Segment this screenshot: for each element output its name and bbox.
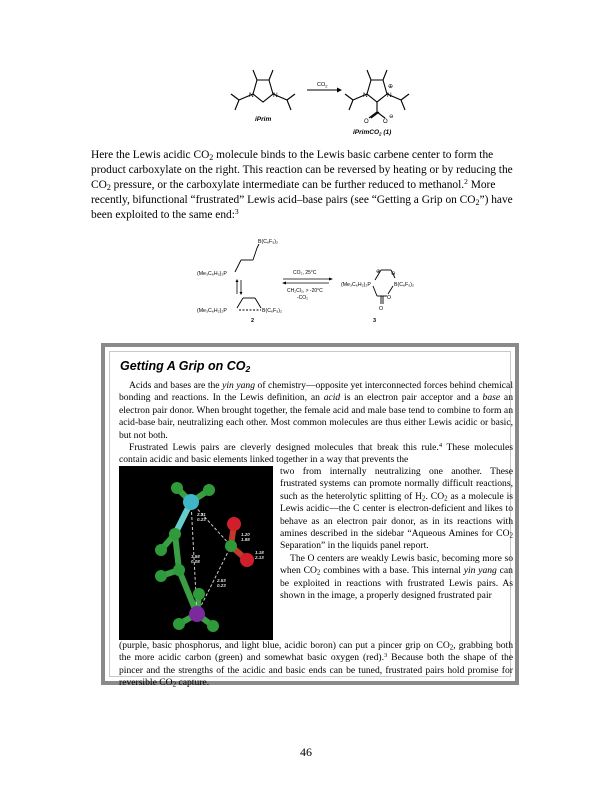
distance-label-1b: 0.23 (197, 517, 206, 522)
product-phosphonium-group: (Me₃C₆H₂)₂P (341, 282, 371, 288)
distance-label-5b: 0.23 (217, 583, 226, 588)
reaction-scheme-frustrated-pair (195, 226, 420, 326)
sidebar-paragraph-2: Frustrated Lewis pairs are cleverly designed molecules that break this rule.$^4$ These molecules contain acidic and basic elements linked together in a way that prevents the (119, 442, 513, 466)
nitrogen-label-product-right: N (387, 92, 392, 99)
minus-charge-icon-2: ⊖ (391, 271, 396, 277)
compound-label-3: 3 (373, 318, 377, 324)
condition-reverse-2: -CO₂ (297, 295, 309, 301)
phosphorus-atom (189, 606, 205, 622)
condition-forward: CO₂, 25°C (293, 270, 317, 276)
oxygen-atom-2 (240, 553, 254, 567)
frustrated-pair-molecule-image (119, 466, 273, 640)
oxygen-label-2: O (383, 119, 388, 125)
sidebar-title: Getting A Grip on $CO_2$ (120, 359, 251, 374)
product-borate-group: B(C₆F₅)₂ (394, 282, 415, 288)
top-phosphine-group: (Me₃C₆H₂)₂P (197, 271, 227, 277)
carbon-atom-co2 (225, 540, 237, 552)
nitrogen-label-right: N (273, 92, 278, 99)
distance-label-2b: 1.88 (241, 537, 250, 542)
sidebar-paragraph-3-cont: (purple, basic phosphorus, and light blue, acidic boron) can put a pincer grip on $CO_2$, grabbing both the more acidic carbon (green) and somewhat basic oxygen (red).$^3$ Because both the shape of the pincer and the strengths of the acidic and basic ends can be tuned, frustrated pairs hold promise for reversible $CO_2$ capture. (119, 640, 514, 689)
oxygen-label-4: O (379, 306, 384, 312)
distance-label-4b: 0.08 (191, 559, 200, 564)
oxygen-label-1: O (364, 119, 369, 125)
nitrogen-label-left: N (249, 92, 254, 99)
iprimco2-label: iPrimCO$_2$ (1) (353, 129, 392, 137)
boron-atom (183, 494, 199, 510)
nitrogen-label-product-left: N (363, 92, 368, 99)
sidebar-text-bottom (119, 640, 513, 690)
oxygen-atom-1 (227, 517, 241, 531)
distance-label-2a: 1.20 (241, 532, 250, 537)
sidebar-paragraph-3: The O centers are weakly Lewis basic, becoming more so when $CO_2$ combines with a base. This internal yin yang can be exploited in reactions with frustrated Lewis pairs. As shown in the image, a properly designed frustrated pair (280, 552, 513, 602)
oxygen-label-3: O (387, 295, 392, 301)
sidebar-text-top (119, 380, 513, 467)
plus-charge-icon: ⊕ (388, 84, 394, 90)
distance-label-3a: 1.18 (255, 550, 264, 555)
reaction-scheme-carbene (225, 68, 430, 140)
sidebar-paragraph-2-cont: two from internally neutralizing one another. These frustrated systems can promote normally difficult reactions, such as the heterolytic splitting of $H_2$. $CO_2$ as a molecule is Lewis acidic—the C center is electron-deficient and likes to behave as an electron pair donor, as in its reactions with amines described in the sidebar “Aqueous Amines for $CO_2$ Separation” in the liquids panel report. (280, 466, 513, 552)
top-boron-group: B(C₆F₅)₂ (258, 239, 279, 245)
plus-charge-icon-2: ⊕ (376, 269, 381, 275)
body-paragraph: Here the Lewis acidic $CO_2$ molecule binds to the Lewis basic carbene center to form the product carboxylate on the right. This reaction can be reversed by heating or by reducing the $CO_2$ pressure, or the carboxylate intermediate can be further reduced to methanol.$^2$ More recently, bifunctional “frustrated” Lewis acid–base pairs (see “Getting a Grip on $CO_2$”) have been exploited to the same end:$^3$ (91, 149, 513, 222)
reagent-label: $CO_2$ (317, 82, 328, 89)
minus-charge-icon: ⊖ (389, 114, 394, 120)
distance-label-4a: 3.58 (191, 554, 200, 559)
distance-label-1a: 2.21 (197, 512, 206, 517)
page-number: 46 (300, 745, 312, 759)
compound-label-2: 2 (251, 318, 255, 324)
sidebar-paragraph-1: Acids and bases are the yin yang of chemistry—opposite yet interconnected forces behind chemical bonding and reactions. In the Lewis definition, an acid is an electron pair acceptor and a base an electron pair donor. When brought together, the female acid and male base tend to combine to form an acid-base bair, neutralizing each other. Most common molecules are thus either Lewis acidic or basic, but not both. (119, 380, 513, 441)
distance-label-3b: 2.13 (255, 555, 264, 560)
bottom-phosphine-group: (Me₃C₆H₂)₂P (197, 308, 227, 314)
iprim-label: iPrim (255, 116, 272, 123)
bottom-boron-group: B(C₆F₅)₂ (262, 308, 283, 314)
condition-reverse-1: CH₂Cl₂, > -20°C (287, 288, 323, 294)
distance-label-5a: 2.53 (217, 578, 226, 583)
sidebar-text-right (280, 466, 513, 602)
sidebar-box (101, 343, 519, 689)
sidebar-inner-frame (109, 351, 514, 689)
